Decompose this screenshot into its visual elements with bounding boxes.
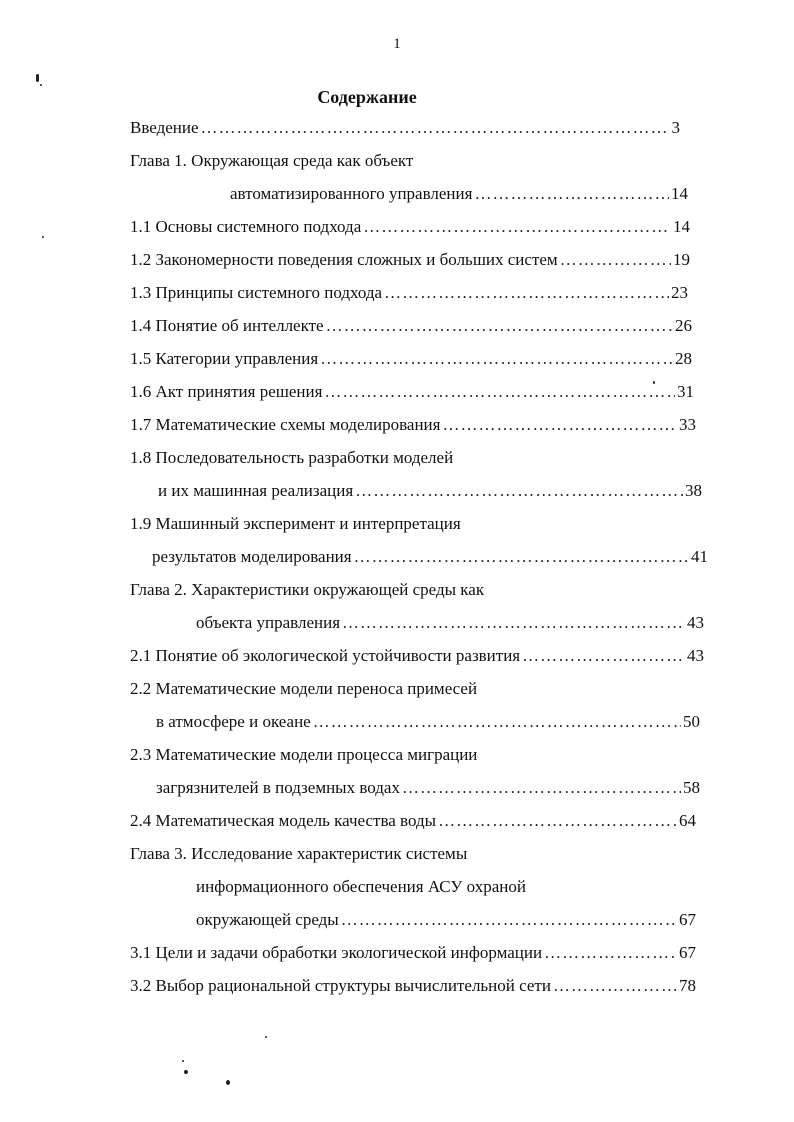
toc-entry — [130, 316, 692, 342]
leader-dots — [320, 349, 673, 369]
toc-entry-label: окружающей среды — [196, 910, 339, 929]
scan-artifact — [653, 381, 655, 384]
leader-dots — [553, 976, 677, 996]
toc-entry — [156, 712, 700, 738]
toc-entry-label: объекта управления — [196, 613, 341, 632]
scan-artifact — [36, 74, 39, 82]
toc-entry-page: 50 — [683, 712, 700, 731]
toc-entry-page: 38 — [685, 481, 702, 500]
toc-entry — [130, 448, 690, 474]
toc-entry — [130, 745, 690, 771]
toc-entry — [130, 811, 696, 837]
toc-entry-page: 19 — [673, 250, 690, 269]
toc-entry-page: 43 — [687, 646, 704, 665]
scan-artifact — [40, 84, 42, 86]
toc-entry — [130, 349, 692, 375]
toc-entry-label: результатов моделирования — [152, 547, 352, 566]
scan-artifact — [226, 1080, 230, 1085]
leader-dots — [313, 712, 681, 732]
toc-entry-label: 1.9 Машинный эксперимент и интерпретация — [130, 514, 461, 533]
toc-entry-label: 1.6 Акт принятия решения — [130, 382, 323, 401]
toc-entry — [130, 250, 690, 276]
page-title: Содержание — [317, 87, 417, 107]
leader-dots — [384, 283, 669, 303]
toc-entry-label: 3.1 Цели и задачи обработки экологической информации — [130, 943, 543, 962]
toc-entry-label: 2.4 Математическая модель качества воды — [130, 811, 437, 830]
toc-entry-label: 2.3 Математические модели процесса миграции — [130, 745, 478, 764]
toc-entry-page: 14 — [671, 184, 688, 203]
toc-entry — [152, 547, 708, 573]
toc-entry-label: 1.5 Категории управления — [130, 349, 319, 368]
toc-entry-page: 28 — [675, 349, 692, 368]
toc-entry — [130, 217, 690, 243]
toc-entry-page: 33 — [679, 415, 696, 434]
toc-entry — [130, 580, 690, 606]
leader-dots — [324, 382, 675, 402]
toc-entry — [130, 283, 688, 309]
toc-entry — [130, 943, 696, 969]
toc-entry — [130, 118, 680, 144]
toc-entry — [130, 514, 690, 540]
toc-entry-label: 1.4 Понятие об интеллекте — [130, 316, 324, 335]
toc-entry-label: в атмосфере и океане — [156, 712, 311, 731]
toc-entry — [196, 877, 696, 903]
scan-artifact — [182, 1060, 184, 1062]
toc-entry-page: 23 — [671, 283, 688, 302]
toc-entry-page: 43 — [687, 613, 704, 632]
toc-entry — [130, 976, 696, 1002]
toc-entry-label: Введение — [130, 118, 199, 137]
leader-dots — [355, 481, 683, 501]
leader-dots — [363, 217, 671, 237]
leader-dots — [341, 910, 677, 930]
toc-entry-label: автоматизированного управления — [230, 184, 473, 203]
leader-dots — [402, 778, 681, 798]
leader-dots — [342, 613, 685, 633]
toc-entry-label: Глава 3. Исследование характеристик системы — [130, 844, 468, 863]
scan-artifact — [265, 1036, 267, 1038]
leader-dots — [201, 118, 670, 138]
toc-entry — [130, 151, 690, 177]
leader-dots — [442, 415, 677, 435]
toc-entry-page: 14 — [673, 217, 690, 236]
leader-dots — [326, 316, 673, 336]
toc-entry-label: 1.7 Математические схемы моделирования — [130, 415, 441, 434]
leader-dots — [560, 250, 671, 270]
toc-entry-page: 41 — [691, 547, 708, 566]
toc-entry-label: 1.8 Последовательность разработки моделей — [130, 448, 454, 467]
toc-entry-label: 2.1 Понятие об экологической устойчивости развития — [130, 646, 521, 665]
toc-entry — [230, 184, 688, 210]
toc-entry-label: Глава 1. Окружающая среда как объект — [130, 151, 414, 170]
toc-entry-label: и их машинная реализация — [158, 481, 354, 500]
scan-artifact — [42, 236, 44, 238]
toc-entry — [196, 613, 704, 639]
toc-entry — [156, 778, 700, 804]
toc-entry-label: 2.2 Математические модели переноса примесей — [130, 679, 478, 698]
toc-entry — [130, 415, 696, 441]
scan-artifact — [184, 1070, 188, 1074]
toc-entry-page: 58 — [683, 778, 700, 797]
toc-entry — [196, 910, 696, 936]
toc-entry-page: 31 — [677, 382, 694, 401]
toc-entry-label: 1.3 Принципы системного подхода — [130, 283, 383, 302]
leader-dots — [522, 646, 685, 666]
leader-dots — [354, 547, 689, 567]
toc-entry-page: 64 — [679, 811, 696, 830]
toc-entry-label: 1.1 Основы системного подхода — [130, 217, 362, 236]
toc-entry-label: Глава 2. Характеристики окружающей среды как — [130, 580, 485, 599]
page-number: 1 — [393, 36, 401, 52]
toc-entry-page: 67 — [679, 910, 696, 929]
toc-entry — [158, 481, 702, 507]
toc-entry-label: 1.2 Закономерности поведения сложных и больших систем — [130, 250, 558, 269]
toc-entry — [130, 844, 690, 870]
toc-entry-label: информационного обеспечения АСУ охраной — [196, 877, 526, 896]
toc-entry — [130, 646, 704, 672]
toc-entry — [130, 679, 690, 705]
toc-entry-page: 67 — [679, 943, 696, 962]
leader-dots — [438, 811, 677, 831]
toc-entry-label: 3.2 Выбор рациональной структуры вычислительной сети — [130, 976, 551, 995]
toc-entry-page: 3 — [671, 118, 680, 137]
toc-entry-label: загрязнителей в подземных водах — [156, 778, 400, 797]
toc-entry-page: 26 — [675, 316, 692, 335]
toc-entry-page: 78 — [679, 976, 696, 995]
leader-dots — [544, 943, 677, 963]
toc-entry — [130, 382, 694, 408]
leader-dots — [474, 184, 669, 204]
